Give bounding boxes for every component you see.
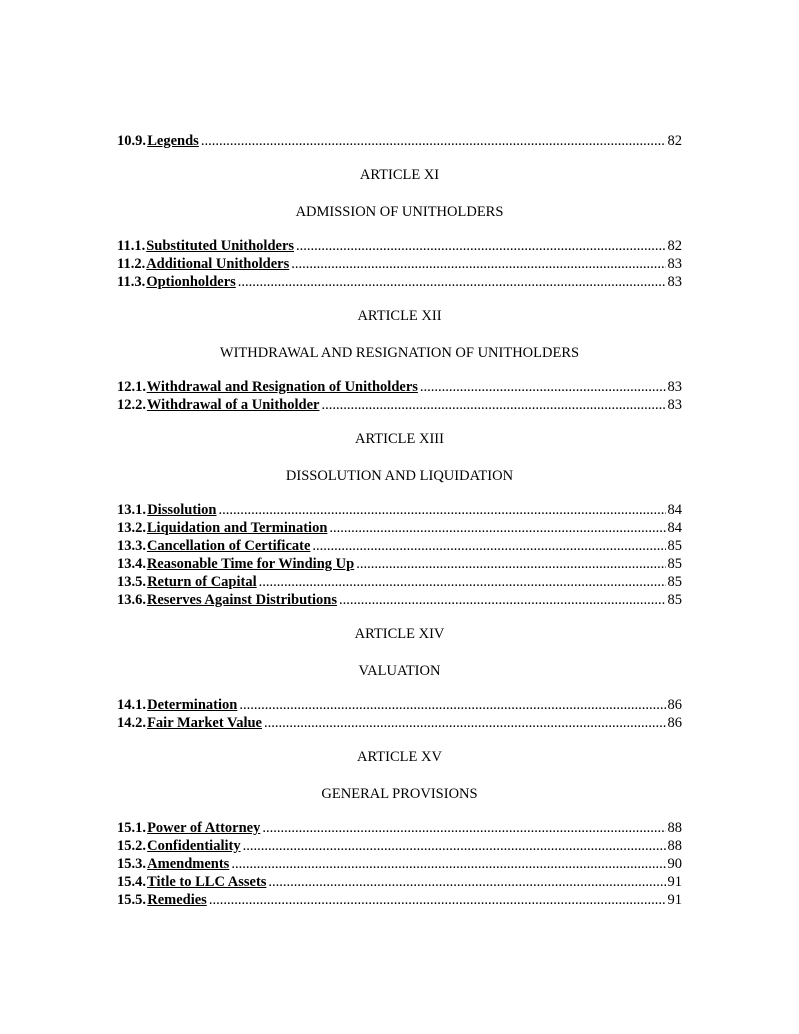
entry-title-link[interactable]: Liquidation and Termination (146, 520, 328, 536)
entry-number: 15.1. (117, 820, 146, 836)
entry-title-link[interactable]: Cancellation of Certificate (146, 538, 311, 554)
article-heading: ARTICLE XI (359, 167, 440, 183)
entry-page-number: 86 (667, 697, 682, 713)
toc-entry-liquidation-and-termination[interactable] (117, 519, 682, 537)
entry-number: 11.1. (117, 238, 146, 254)
entry-page-number: 91 (667, 874, 682, 890)
entry-number: 10.9. (117, 133, 146, 149)
entry-number: 14.1. (117, 697, 146, 713)
entry-number: 11.2. (117, 256, 146, 272)
dot-leader (291, 255, 665, 273)
entry-title-link[interactable]: Title to LLC Assets (147, 874, 267, 890)
article-heading: ARTICLE XIV (354, 626, 445, 642)
entry-page-number: 86 (667, 715, 682, 731)
entry-number: 15.3. (117, 856, 146, 872)
entry-number: 13.5. (117, 574, 146, 590)
toc-entry-dissolution[interactable] (117, 501, 682, 519)
dot-leader (243, 837, 666, 855)
entry-title-link[interactable]: Withdrawal and Resignation of Unitholders (146, 379, 418, 395)
entry-page-number: 84 (667, 502, 682, 518)
toc-entry-optionholders[interactable] (117, 273, 682, 291)
toc-entry-legends[interactable] (117, 132, 682, 150)
dot-leader (201, 132, 666, 150)
entry-page-number: 83 (667, 256, 682, 272)
entry-number: 13.2. (117, 520, 146, 536)
entry-page-number: 83 (667, 379, 682, 395)
toc-entry-title-to-llc-assets[interactable] (117, 873, 682, 891)
dot-leader (339, 591, 666, 609)
entry-page-number: 85 (667, 574, 682, 590)
entry-page-number: 88 (667, 820, 682, 836)
dot-leader (264, 714, 666, 732)
entry-title-link[interactable]: Determination (147, 697, 238, 713)
entry-number: 13.6. (117, 592, 146, 608)
entry-title-link[interactable]: Reasonable Time for Winding Up (146, 556, 355, 572)
entry-number: 14.2. (117, 715, 146, 731)
toc-entry-cancellation-of-certificate[interactable] (117, 537, 682, 555)
entry-page-number: 82 (667, 133, 682, 149)
article-heading: ARTICLE XII (357, 308, 442, 324)
entry-title-link[interactable]: Amendments (147, 856, 230, 872)
section-heading: ADMISSION OF UNITHOLDERS (295, 204, 504, 220)
dot-leader (209, 891, 666, 909)
entry-title-link[interactable]: Return of Capital (147, 574, 257, 590)
toc-entry-reasonable-time-for-winding-up[interactable] (117, 555, 682, 573)
article-heading: ARTICLE XV (357, 749, 442, 765)
toc-entry-amendments[interactable] (117, 855, 682, 873)
entry-title-link[interactable]: Dissolution (147, 502, 217, 518)
dot-leader (262, 819, 665, 837)
entry-title-link[interactable]: Reserves Against Distributions (146, 592, 337, 608)
toc-entry-reserves-against-distributions[interactable] (117, 591, 682, 609)
toc-entry-return-of-capital[interactable] (117, 573, 682, 591)
entry-number: 15.2. (117, 838, 146, 854)
entry-title-link[interactable]: Substituted Unitholders (146, 238, 295, 254)
entry-number: 12.2. (117, 397, 146, 413)
entry-page-number: 85 (667, 592, 682, 608)
dot-leader (231, 855, 665, 873)
toc-entry-withdrawal-and-resignation-of-unitholders[interactable] (117, 378, 682, 396)
entry-page-number: 84 (667, 520, 682, 536)
entry-page-number: 90 (667, 856, 682, 872)
entry-number: 13.3. (117, 538, 146, 554)
entry-title-link[interactable]: Power of Attorney (147, 820, 261, 836)
entry-page-number: 83 (667, 274, 682, 290)
dot-leader (239, 696, 665, 714)
entry-page-number: 91 (667, 892, 682, 908)
dot-leader (356, 555, 665, 573)
dot-leader (420, 378, 666, 396)
entry-title-link[interactable]: Legends (147, 133, 199, 149)
toc-entry-substituted-unitholders[interactable] (117, 237, 682, 255)
entry-title-link[interactable]: Remedies (147, 892, 207, 908)
entry-title-link[interactable]: Confidentiality (147, 838, 241, 854)
entry-number: 15.4. (117, 874, 146, 890)
dot-leader (219, 501, 666, 519)
entry-page-number: 83 (667, 397, 682, 413)
toc-entry-determination[interactable] (117, 696, 682, 714)
article-heading: ARTICLE XIII (355, 431, 444, 447)
dot-leader (329, 519, 665, 537)
toc-entry-withdrawal-of-a-unitholder[interactable] (117, 396, 682, 414)
entry-page-number: 88 (667, 838, 682, 854)
toc-entry-remedies[interactable] (117, 891, 682, 909)
dot-leader (296, 237, 665, 255)
dot-leader (259, 573, 666, 591)
entry-number: 11.3. (117, 274, 146, 290)
toc-entry-power-of-attorney[interactable] (117, 819, 682, 837)
entry-page-number: 85 (667, 538, 682, 554)
entry-number: 12.1. (117, 379, 146, 395)
entry-page-number: 82 (667, 238, 682, 254)
section-heading: DISSOLUTION AND LIQUIDATION (285, 468, 514, 484)
dot-leader (238, 273, 666, 291)
entry-number: 15.5. (117, 892, 146, 908)
section-heading: GENERAL PROVISIONS (321, 786, 478, 802)
table-of-contents (117, 132, 682, 909)
section-heading: WITHDRAWAL AND RESIGNATION OF UNITHOLDERS (219, 345, 580, 361)
entry-number: 13.1. (117, 502, 146, 518)
dot-leader (312, 537, 665, 555)
entry-title-link[interactable]: Fair Market Value (147, 715, 262, 731)
dot-leader (268, 873, 665, 891)
entry-number: 13.4. (117, 556, 146, 572)
entry-title-link[interactable]: Optionholders (146, 274, 236, 290)
toc-entry-confidentiality[interactable] (117, 837, 682, 855)
toc-entry-additional-unitholders[interactable] (117, 255, 682, 273)
entry-title-link[interactable]: Withdrawal of a Unitholder (146, 397, 320, 413)
section-heading: VALUATION (358, 663, 441, 679)
entry-page-number: 85 (667, 556, 682, 572)
entry-title-link[interactable]: Additional Unitholders (146, 256, 290, 272)
toc-entry-fair-market-value[interactable] (117, 714, 682, 732)
dot-leader (321, 396, 665, 414)
